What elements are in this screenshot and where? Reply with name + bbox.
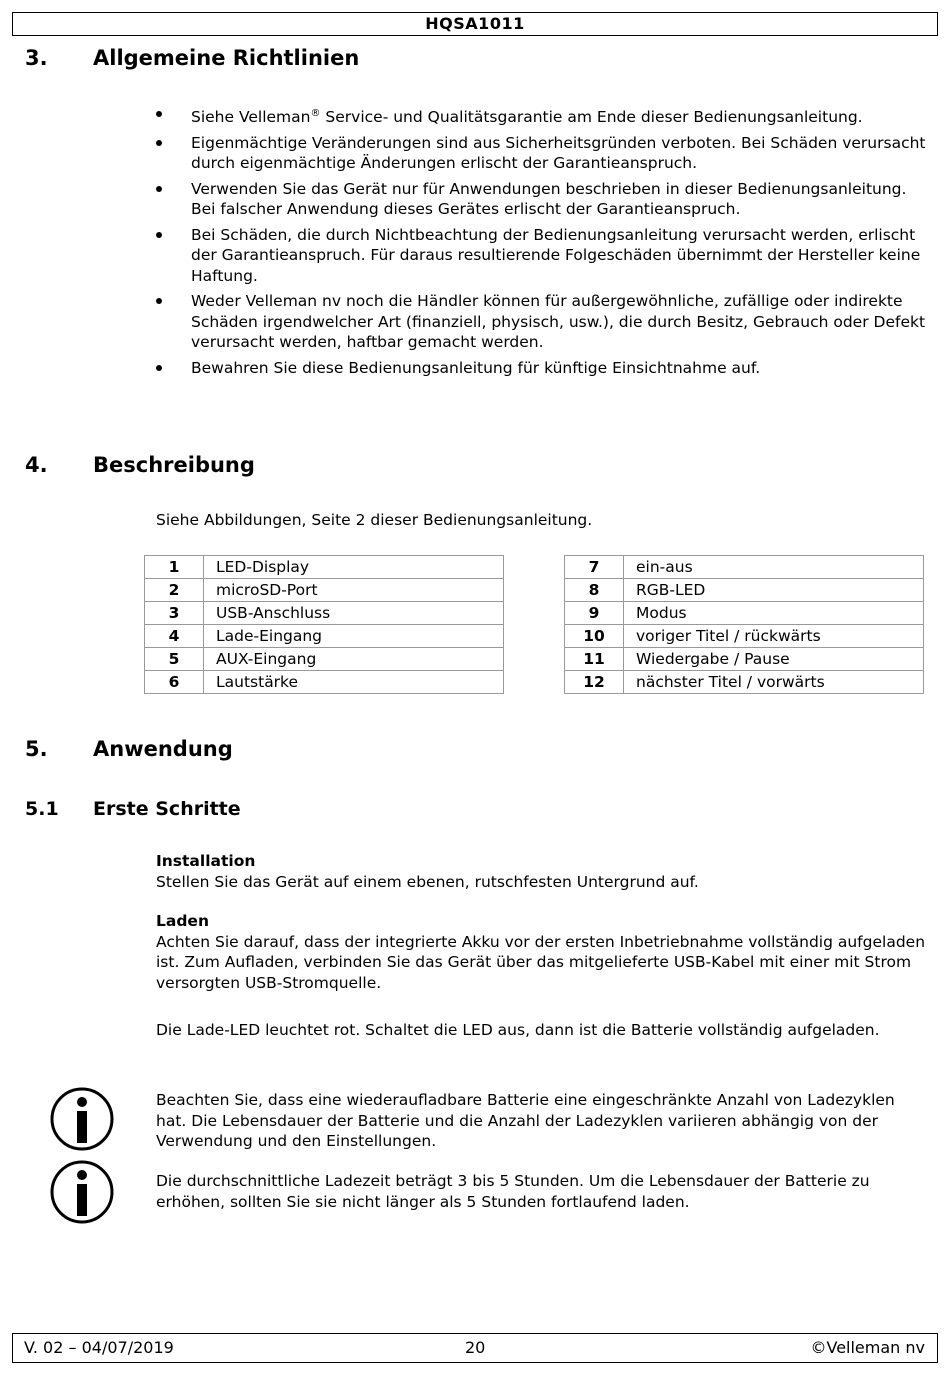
- table-row: [145, 648, 504, 671]
- bullet-icon: [156, 365, 162, 371]
- part-label: USB-Anschluss: [204, 602, 504, 625]
- part-label: Lautstärke: [204, 671, 504, 694]
- part-number: 6: [145, 671, 204, 694]
- part-label: voriger Titel / rückwärts: [624, 625, 924, 648]
- list-item: Bewahren Sie diese Bedienungsanleitung für künftige Einsichtnahme auf.: [156, 358, 926, 379]
- page-header: HQSA1011: [12, 12, 938, 36]
- bullet-icon: [156, 140, 162, 146]
- section-title: Anwendung: [93, 737, 233, 761]
- part-label: nächster Titel / vorwärts: [624, 671, 924, 694]
- part-number: 9: [565, 602, 624, 625]
- part-number: 2: [145, 579, 204, 602]
- part-number: 4: [145, 625, 204, 648]
- copyright-label: ©Velleman nv: [810, 1338, 925, 1357]
- bullet-icon: [156, 186, 162, 192]
- part-label: ein-aus: [624, 556, 924, 579]
- list-item: Bei Schäden, die durch Nichtbeachtung der Bedienungsanleitung verursacht werden, erlischt der Garantieanspruch. Für daraus resultierende Folgeschäden übernimmt der Hersteller keine Haftung.: [156, 225, 926, 287]
- part-number: 12: [565, 671, 624, 694]
- part-number: 3: [145, 602, 204, 625]
- section-number: 3.: [25, 46, 48, 70]
- info-icon: [50, 1160, 114, 1224]
- part-number: 11: [565, 648, 624, 671]
- part-number: 7: [565, 556, 624, 579]
- part-label: microSD-Port: [204, 579, 504, 602]
- bullet-icon: [156, 232, 162, 238]
- table-row: [145, 625, 504, 648]
- part-number: 5: [145, 648, 204, 671]
- table-row: [145, 579, 504, 602]
- part-label: Lade-Eingang: [204, 625, 504, 648]
- note-charging-time: Die durchschnittliche Ladezeit beträgt 3 bis 5 Stunden. Um die Lebensdauer der Batterie zu erhöhen, sollten Sie sie nicht länger als 5 Stunden fortlaufend laden.: [156, 1172, 870, 1211]
- part-number: 8: [565, 579, 624, 602]
- table-row: [565, 625, 924, 648]
- section-number: 5.1: [25, 798, 59, 820]
- description-intro: Siehe Abbildungen, Seite 2 dieser Bedienungsanleitung.: [156, 511, 593, 529]
- section-title: Allgemeine Richtlinien: [93, 46, 360, 70]
- table-row: [565, 671, 924, 694]
- part-label: LED-Display: [204, 556, 504, 579]
- installation-text: Stellen Sie das Gerät auf einem ebenen, rutschfesten Untergrund auf.: [156, 872, 699, 891]
- installation-title: Installation: [156, 852, 256, 870]
- page-number: 20: [465, 1338, 486, 1357]
- list-item: Weder Velleman nv noch die Händler können für außergewöhnliche, zufällige oder indirekte Schäden irgendwelcher Art (finanziell, physisch, usw.), die durch Besitz, Gebrauch oder Defekt verursacht werden, haftbar gemacht werden.: [156, 291, 926, 353]
- section-title: Beschreibung: [93, 453, 255, 477]
- table-row: [565, 556, 924, 579]
- section-title: Erste Schritte: [93, 798, 241, 820]
- parts-table-right: [564, 555, 924, 694]
- table-row: [565, 602, 924, 625]
- section-number: 4.: [25, 453, 48, 477]
- charging-block: [156, 911, 926, 993]
- bullet-icon: [156, 111, 162, 117]
- bullet-icon: [156, 298, 162, 304]
- part-label: Modus: [624, 602, 924, 625]
- section-number: 5.: [25, 737, 48, 761]
- table-row: [565, 579, 924, 602]
- note-battery-cycles: Beachten Sie, dass eine wiederaufladbare Batterie eine eingeschränkte Anzahl von Ladezyklen hat. Die Lebensdauer der Batterie und die Anzahl der Ladezyklen variieren abhängig von der Verwendung und den Einstellungen.: [156, 1091, 895, 1150]
- part-label: AUX-Eingang: [204, 648, 504, 671]
- part-label: Wiedergabe / Pause: [624, 648, 924, 671]
- part-number: 10: [565, 625, 624, 648]
- list-item: Verwenden Sie das Gerät nur für Anwendungen beschrieben in dieser Bedienungsanleitung. Bei falscher Anwendung dieses Gerätes erlischt der Garantieanspruch.: [156, 179, 926, 220]
- led-text: Die Lade-LED leuchtet rot. Schaltet die LED aus, dann ist die Batterie vollständig aufgeladen.: [156, 1021, 880, 1039]
- part-number: 1: [145, 556, 204, 579]
- charging-title: Laden: [156, 912, 209, 930]
- info-icon: [50, 1087, 114, 1151]
- guidelines-list: [156, 104, 926, 383]
- charging-text: Achten Sie darauf, dass der integrierte Akku vor der ersten Inbetriebnahme vollständig aufgeladen ist. Zum Aufladen, verbinden Sie das Gerät über das mitgelieferte USB-Kabel mit einer mit Strom versorgten USB-Stromquelle.: [156, 932, 926, 992]
- table-row: [145, 556, 504, 579]
- version-label: V. 02 – 04/07/2019: [24, 1338, 174, 1357]
- list-item: Eigenmächtige Veränderungen sind aus Sicherheitsgründen verboten. Bei Schäden verursacht durch eigenmächtige Änderungen erlischt der Garantieanspruch.: [156, 133, 926, 174]
- parts-table-left: [144, 555, 504, 694]
- page-footer: [12, 1333, 938, 1363]
- table-row: [145, 602, 504, 625]
- installation-block: [156, 851, 926, 892]
- table-row: [565, 648, 924, 671]
- part-label: RGB-LED: [624, 579, 924, 602]
- table-row: [145, 671, 504, 694]
- list-item: Siehe Velleman® Service- und Qualitätsgarantie am Ende dieser Bedienungsanleitung.: [156, 104, 926, 128]
